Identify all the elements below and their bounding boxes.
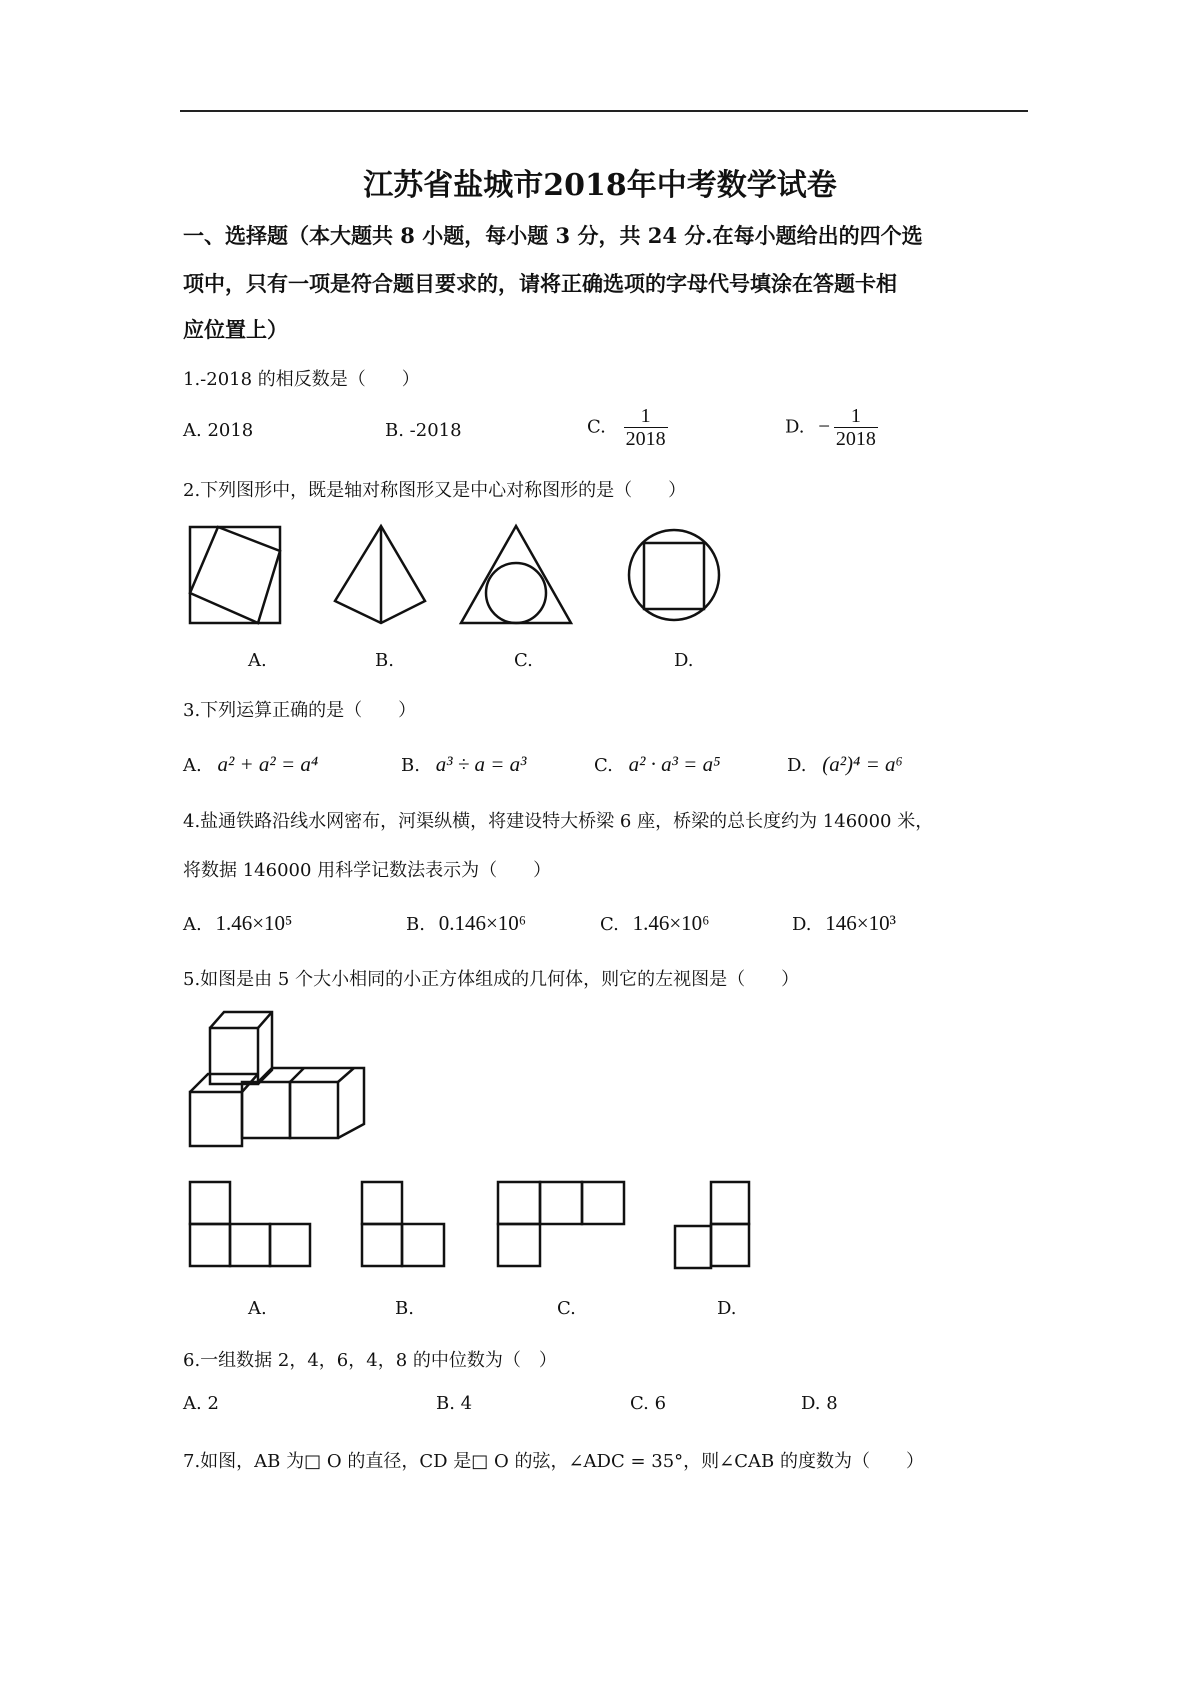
question-1-stem: 1.-2018 的相反数是（ ） [183,369,420,390]
question-2-stem: 2.下列图形中，既是轴对称图形又是中心对称图形的是（ ） [183,480,687,501]
expression: 1.46×10⁶ [632,911,710,935]
q6-option-b: B. 4 [436,1393,473,1414]
option-label: C. [594,755,613,776]
numerator: 1 [834,405,878,428]
q4-option-c [600,911,710,936]
section-heading-line: 应位置上） [183,317,288,342]
option-label: D. [785,416,805,438]
minus-sign: − [818,413,831,438]
expression: (a²)⁴ = a⁶ [822,752,903,776]
header-rule [180,110,1028,112]
expression: a² · a³ = a⁵ [628,752,721,776]
q1-option-c [587,405,666,450]
q6-option-a: A. 2 [183,1393,219,1414]
q3-option-c [594,752,720,777]
q6-option-c: C. 6 [630,1393,667,1414]
q1-option-a: A. 2018 [183,420,254,441]
q1-option-d [785,405,876,450]
q2-label-a: A. [248,650,267,671]
expression: a³ ÷ a = a³ [435,752,527,776]
denominator: 2018 [625,428,666,450]
q5-label-c: C. [557,1298,576,1319]
option-label: B. [401,755,420,776]
option-label: A. [183,914,202,935]
expression: a² + a² = a⁴ [217,752,319,776]
option-label: C. [587,416,606,438]
question-7-stem: 7.如图，AB 为□ O 的直径，CD 是□ O 的弦，∠ADC = 35°，则∠CAB 的度数为（ ） [183,1451,924,1472]
option-label: D. [787,755,807,776]
figure-option-d-view [673,1177,755,1272]
figure-triangle-with-circle [458,523,574,628]
q2-label-b: B. [375,650,394,671]
expression: 1.46×10⁵ [215,911,293,935]
q3-option-d [787,752,903,777]
figure-cube-solid [188,1008,378,1148]
option-label: D. [792,914,812,935]
q4-option-d [792,911,896,936]
question-4-stem-line2: 将数据 146000 用科学记数法表示为（ ） [183,860,552,881]
option-label: B. [406,914,425,935]
question-4-stem-line1: 4.盐通铁路沿线水网密布，河渠纵横，将建设特大桥梁 6 座，桥梁的总长度约为 146000 米， [183,811,934,832]
figure-option-c-view [496,1177,628,1272]
figure-kite [333,523,428,628]
figure-option-b-view [360,1177,448,1272]
fraction [836,405,876,450]
page-title: 江苏省盐城市2018年中考数学试卷 [363,168,837,203]
option-label: A. [183,755,202,776]
fraction [626,405,666,450]
section-heading-line: 一、选择题（本大题共 8 小题，每小题 3 分，共 24 分.在每小题给出的四个选 [183,223,923,248]
figure-option-a-view [188,1177,313,1272]
section-heading-line: 项中，只有一项是符合题目要求的，请将正确选项的字母代号填涂在答题卡相 [183,271,897,296]
q4-option-a [183,911,292,936]
question-5-stem: 5.如图是由 5 个大小相同的小正方体组成的几何体，则它的左视图是（ ） [183,969,800,990]
q5-label-d: D. [717,1298,737,1319]
q2-label-d: D. [674,650,694,671]
q5-label-b: B. [395,1298,414,1319]
q4-option-b [406,911,526,936]
q3-option-b [401,752,526,777]
figure-square-with-inscribed-square [188,523,283,628]
q6-option-d: D. 8 [801,1393,838,1414]
q5-label-a: A. [248,1298,267,1319]
question-6-stem: 6.一组数据 2，4，6，4，8 的中位数为（ ） [183,1350,557,1371]
denominator: 2018 [835,428,876,450]
q1-option-b: B. -2018 [385,420,462,441]
q2-label-c: C. [514,650,533,671]
expression: 146×10³ [825,911,896,935]
question-3-stem: 3.下列运算正确的是（ ） [183,700,417,721]
option-label: C. [600,914,619,935]
numerator: 1 [624,405,668,428]
expression: 0.146×10⁶ [438,911,527,935]
figure-circle-with-square [627,523,722,628]
q3-option-a [183,752,318,777]
